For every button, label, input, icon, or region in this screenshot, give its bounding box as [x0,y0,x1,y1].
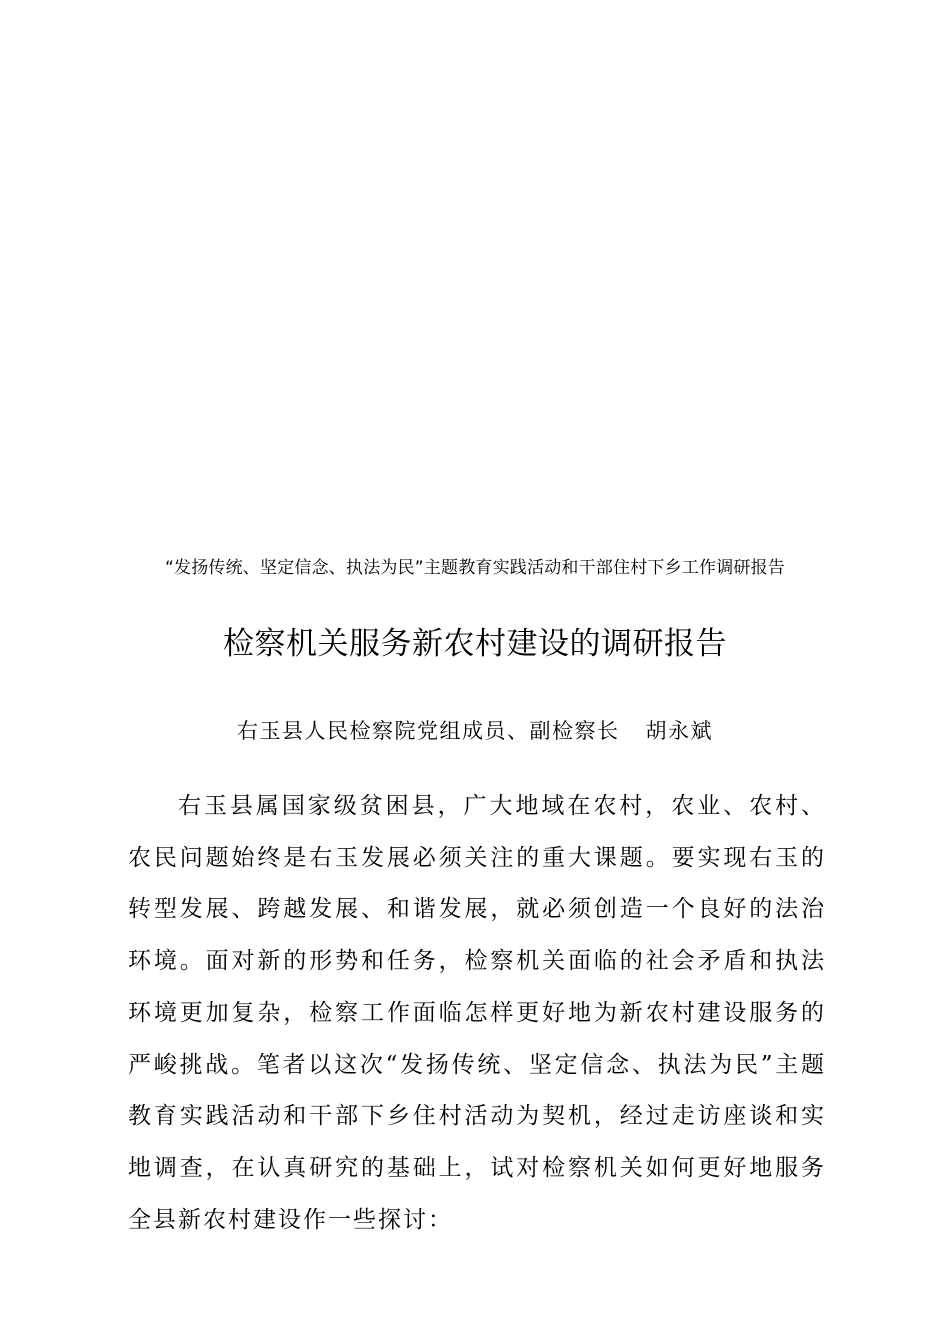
report-subtitle: “发扬传统、坚定信念、执法为民”主题教育实践活动和干部住村下乡工作调研报告 [164,558,785,578]
body-paragraph: 右玉县属国家级贫困县，广大地域在农村，农业、农村、农民问题始终是右玉发展必须关注的重大课题。要实现右玉的转型发展、跨越发展、和谐发展，就必须创造一个良好的法治环境。面对新的形势和任务，检察机关面临的社会矛盾和执法环境更加复杂，检察工作面临怎样更好地为新农村建设服务的严峻挑战。笔者以这次“发扬传统、坚定信念、执法为民”主题教育实践活动和干部下乡住村活动为契机，经过走访座谈和实地调查，在认真研究的基础上，试对检察机关如何更好地服务全县新农村建设作一些探讨： [128,793,826,1233]
author-position: 右玉县人民检察院党组成员、副检察长 [237,719,620,743]
report-title: 检察机关服务新农村建设的调研报告 [223,626,727,662]
author-name: 胡永斌 [645,719,713,743]
author-line [40,716,910,746]
